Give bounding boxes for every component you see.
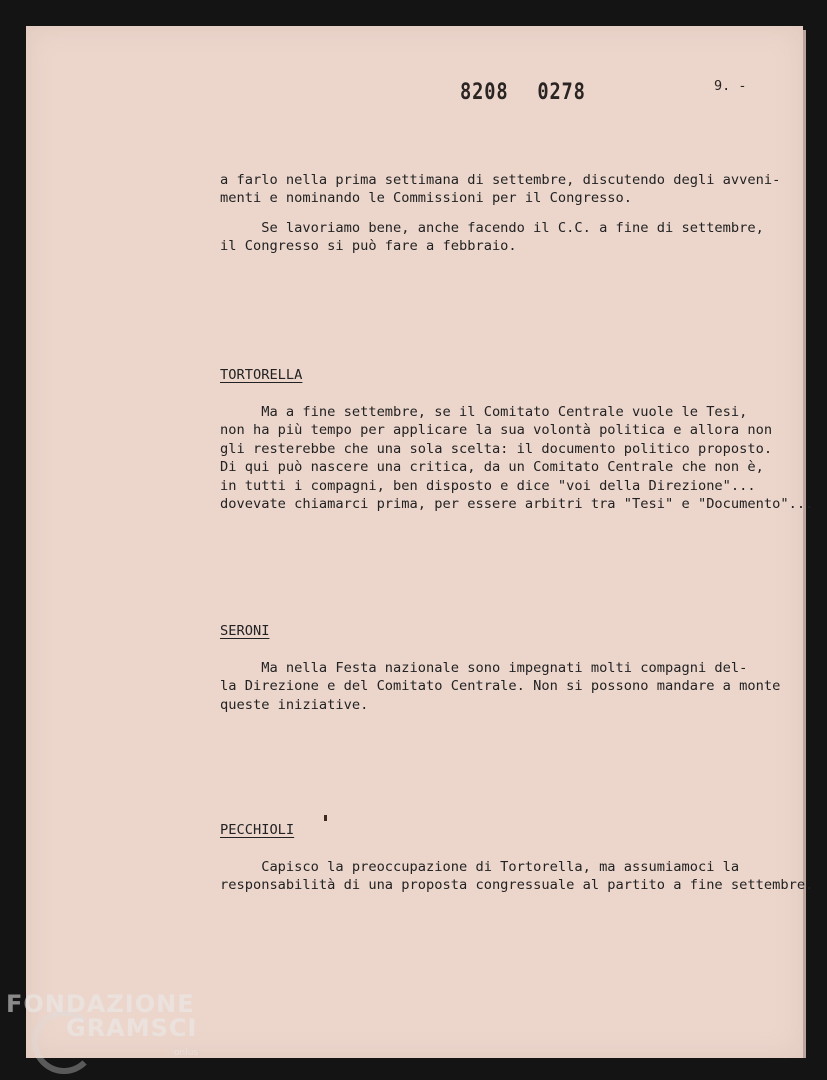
intro-paragraph-1: a farlo nella prima settimana di settembre, discutendo degli avveni- menti e nominando le Commissioni per il Congresso. [220, 172, 781, 207]
speech-seroni: Ma nella Festa nazionale sono impegnati molti compagni del- la Direzione e del Comitato Centrale. Non si possono mandare a monte queste iniziative. [220, 660, 781, 713]
stamp-number-1: 8208 [460, 80, 509, 105]
speaker-pecchioli: PECCHIOLI [220, 822, 295, 838]
page-number: 9. - [714, 78, 747, 94]
page-edge [803, 30, 806, 1058]
ink-mark [324, 815, 327, 821]
speaker-seroni: SERONI [220, 623, 270, 639]
speech-pecchioli: Capisco la preoccupazione di Tortorella, ma assumiamoci la responsabilità di una proposta congressuale al partito a fine settembre. [220, 859, 814, 894]
logo-line-1: FONDAZIONE [6, 990, 195, 1018]
intro-paragraph-2: Se lavoriamo bene, anche facendo il C.C. a fine di settembre, il Congresso si può fare a febbraio. [220, 220, 764, 255]
archive-stamp [460, 80, 586, 105]
logo-line-3: onlus [174, 1048, 199, 1058]
speech-tortorella: Ma a fine settembre, se il Comitato Centrale vuole le Tesi, non ha più tempo per applicare la sua volontà politica e allora non gli resterebbe che una sola scelta: il documento politico proposto. Di qui può nascere una critica, da un Comitato Centrale che non è, in tutti i compagni, ben disposto e dice "voi della Direzione"... dovevate chiamarci prima, per essere arbitri tra "Tesi" e "Documento"... [220, 404, 814, 513]
watermark-logo [6, 990, 199, 1058]
stamp-number-2: 0278 [537, 80, 586, 105]
speaker-tortorella: TORTORELLA [220, 367, 303, 383]
logo-line-2: GRAMSCI [66, 1014, 198, 1042]
